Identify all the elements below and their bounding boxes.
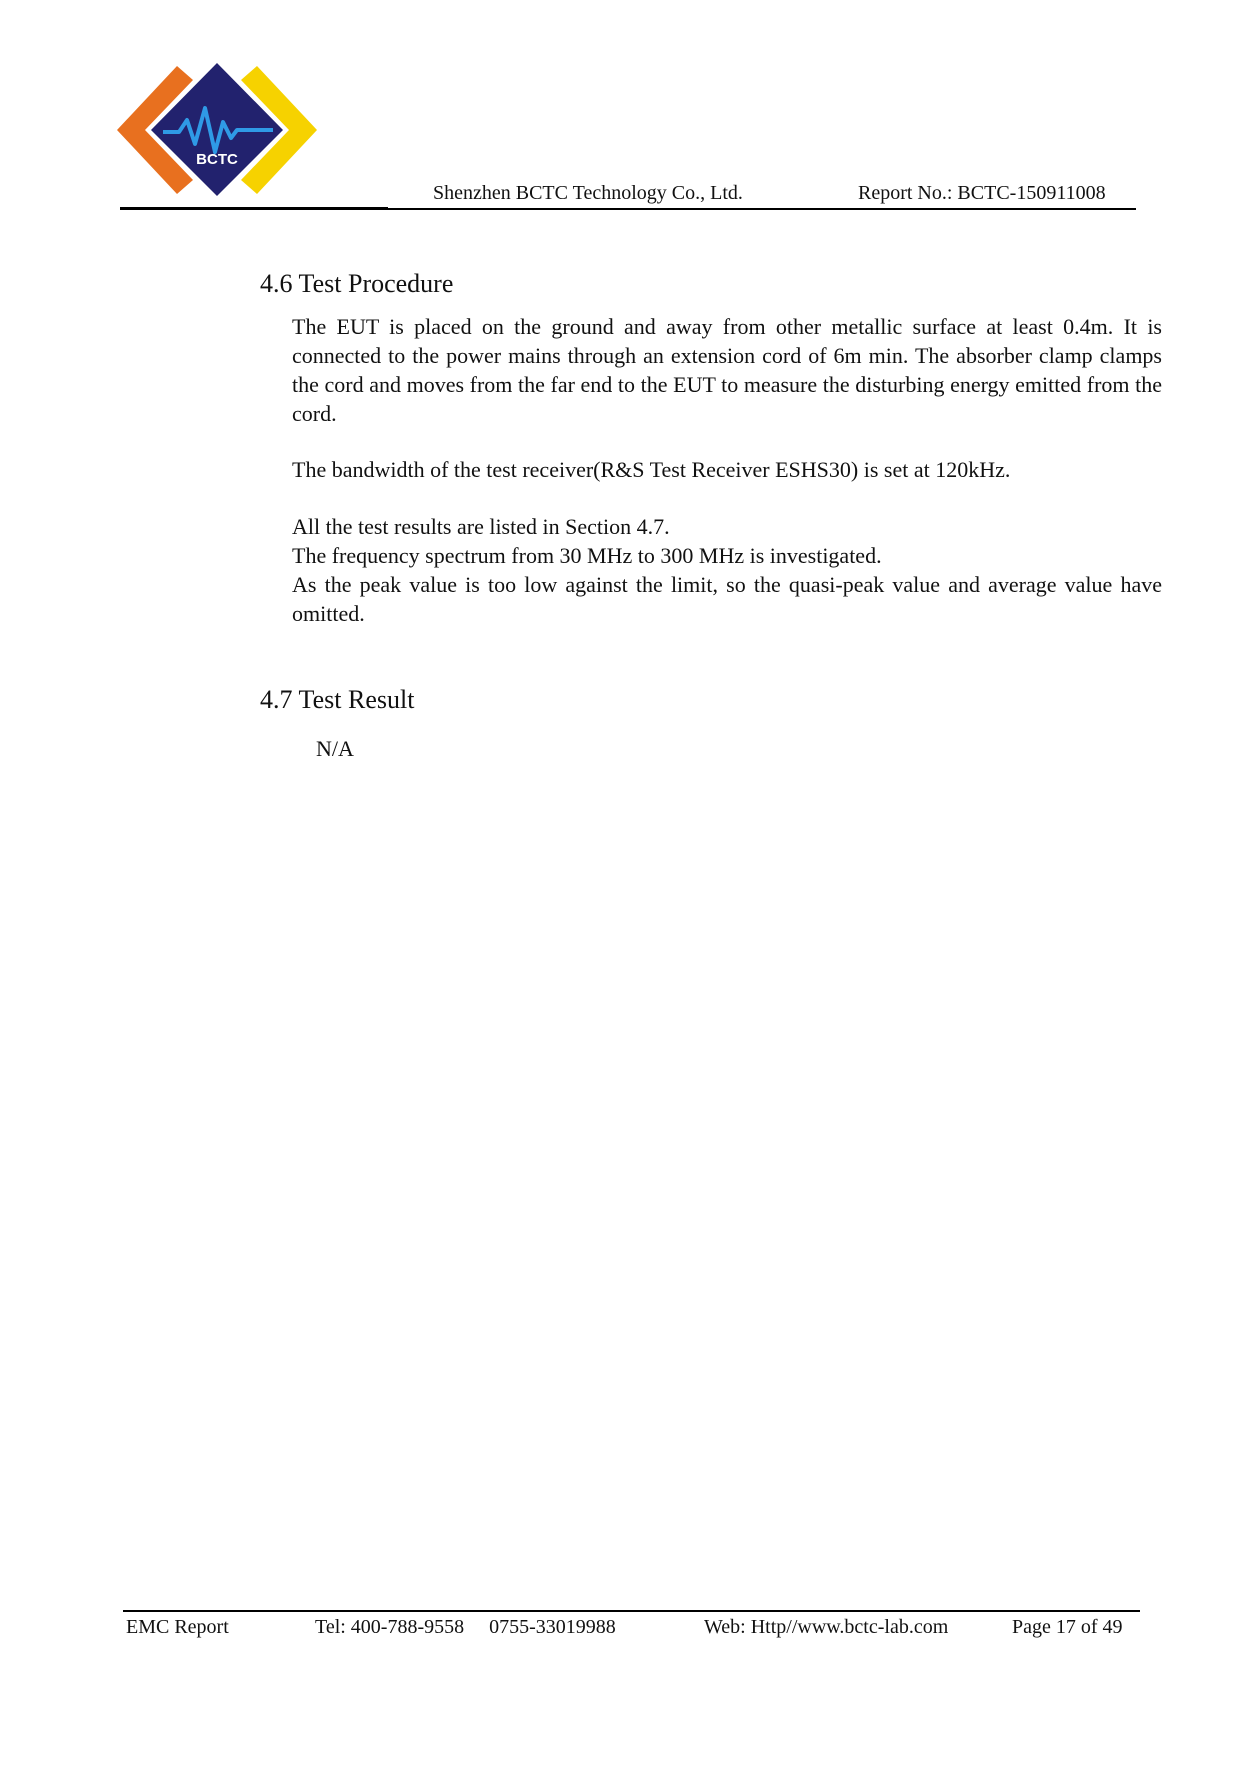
procedure-paragraph-2: The bandwidth of the test receiver(R&S Test Receiver ESHS30) is set at 120kHz. bbox=[292, 457, 1011, 482]
results-location-line: All the test results are listed in Section 4.7. bbox=[292, 514, 670, 539]
header-report-number: Report No.: BCTC-150911008 bbox=[858, 182, 1106, 204]
footer-report-label: EMC Report bbox=[126, 1616, 229, 1638]
peak-value-note: As the peak value is too low against the limit, so the quasi-peak value and average value have omitted. bbox=[292, 572, 1162, 626]
header-rule bbox=[120, 208, 1136, 210]
test-result-value: N/A bbox=[316, 736, 354, 761]
footer-telephone: Tel: 400-788-9558 0755-33019988 bbox=[315, 1616, 616, 1638]
footer-rule bbox=[123, 1610, 1140, 1612]
footer-page-number: Page 17 of 49 bbox=[1012, 1616, 1123, 1638]
header-company: Shenzhen BCTC Technology Co., Ltd. bbox=[433, 182, 743, 204]
section-4-7-heading: 4.7 Test Result bbox=[260, 685, 415, 714]
frequency-spectrum-line: The frequency spectrum from 30 MHz to 300 MHz is investigated. bbox=[292, 543, 882, 568]
procedure-paragraph-1: The EUT is placed on the ground and away from other metallic surface at least 0.4m. It is connected to the power mains through an extension cord of 6m min. The absorber clamp clamps the cord and moves from the far end to the EUT to measure the disturbing energy emitted from the cord. bbox=[292, 314, 1162, 426]
footer-website: Web: Http//www.bctc-lab.com bbox=[704, 1616, 949, 1638]
bctc-logo bbox=[117, 60, 317, 200]
section-4-6-heading: 4.6 Test Procedure bbox=[260, 269, 454, 298]
logo-text: BCTC bbox=[196, 151, 238, 168]
procedure-paragraph-3 bbox=[292, 512, 1162, 628]
